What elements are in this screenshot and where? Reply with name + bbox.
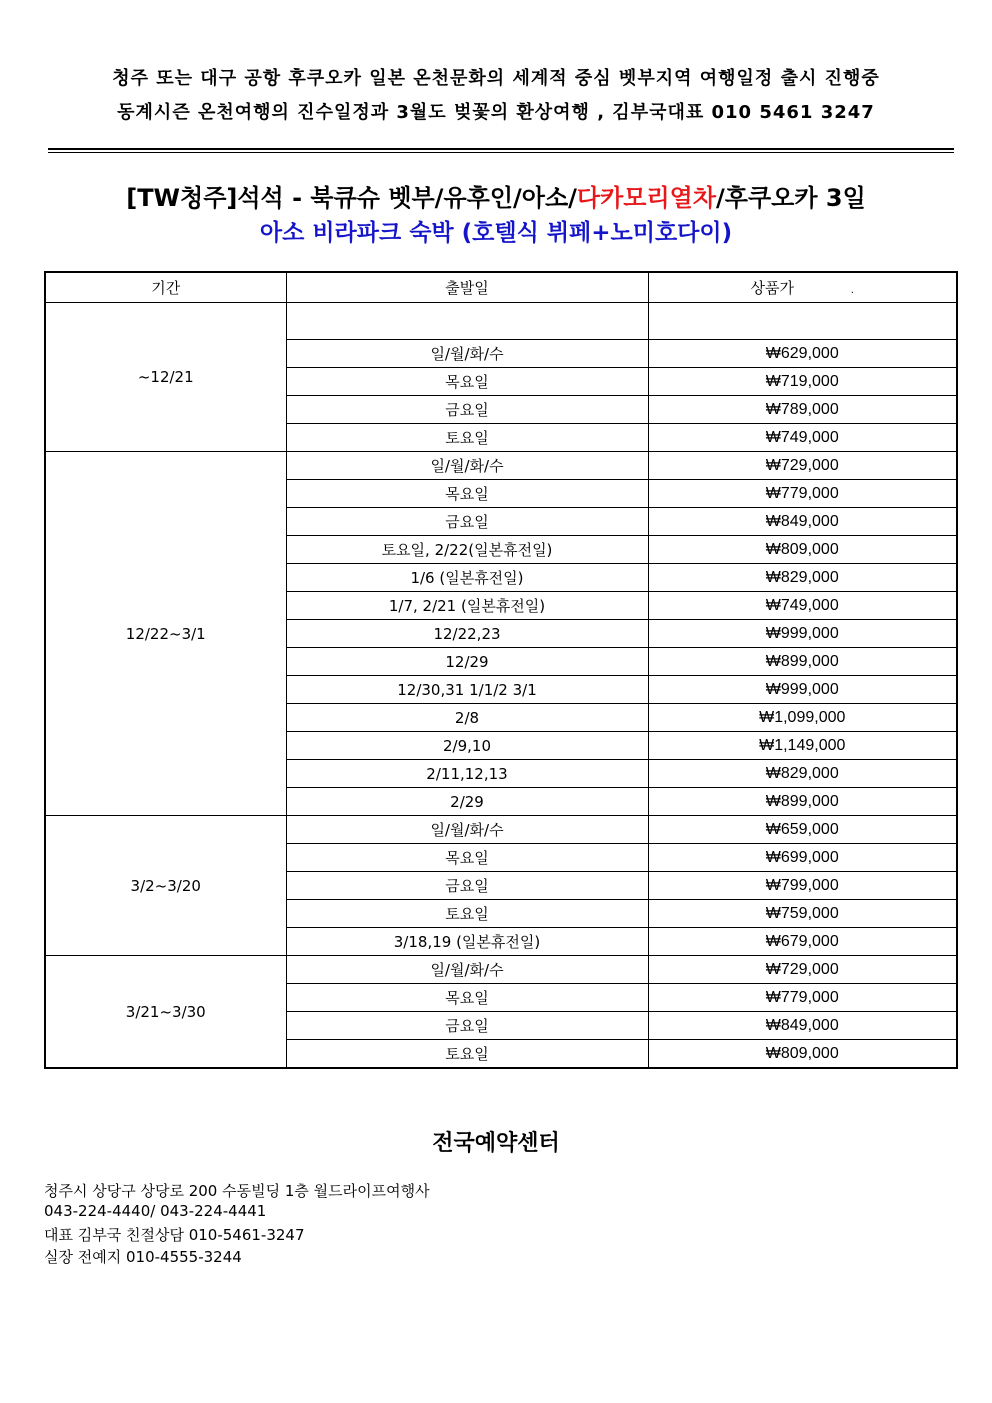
divider-thin (48, 152, 954, 153)
period-cell: 3/21~3/30 (45, 956, 286, 1069)
departure-date-cell: 토요일 (286, 900, 648, 928)
tour-title (0, 178, 992, 213)
tour-subtitle: 아소 비라파크 숙박 (호텔식 뷔페+노미호다이) (259, 220, 733, 246)
departure-date-cell: 목요일 (286, 844, 648, 872)
price-cell: ₩899,000 (648, 648, 957, 676)
price-cell: ₩999,000 (648, 620, 957, 648)
column-header-price-label: 상품가 (750, 279, 794, 297)
departure-date-cell: 일/월/화/수 (286, 956, 648, 984)
departure-date-cell: 12/22,23 (286, 620, 648, 648)
departure-date-cell: 목요일 (286, 480, 648, 508)
table-row (45, 303, 957, 340)
column-header-price-mark: . (850, 285, 854, 296)
price-table (44, 271, 958, 1069)
price-cell: ₩829,000 (648, 564, 957, 592)
price-cell: ₩849,000 (648, 508, 957, 536)
price-cell: ₩1,099,000 (648, 704, 957, 732)
price-cell: ₩829,000 (648, 760, 957, 788)
price-cell: ₩729,000 (648, 452, 957, 480)
phone-text: 043-224-4440/ 043-224-4441 (44, 1202, 267, 1220)
table-row (45, 816, 957, 844)
departure-date-cell: 2/8 (286, 704, 648, 732)
column-header-period: 기간 (45, 272, 286, 303)
price-cell: ₩719,000 (648, 368, 957, 396)
departure-date-cell: 1/6 (일본휴전일) (286, 564, 648, 592)
departure-date-cell: 일/월/화/수 (286, 340, 648, 368)
departure-date-cell: 12/29 (286, 648, 648, 676)
price-cell: ₩779,000 (648, 480, 957, 508)
tour-title-highlight: 다카모리열차 (576, 184, 717, 212)
reservation-center-title: 전국예약센터 (432, 1131, 560, 1156)
price-cell: ₩629,000 (648, 340, 957, 368)
column-header-price (648, 272, 957, 303)
manager-contact-text: 실장 전예지 010-4555-3244 (44, 1248, 242, 1266)
period-cell: 3/2~3/20 (45, 816, 286, 956)
tour-title-prefix: [TW청주]석석 - 북큐슈 벳부/유후인/아소/ (126, 184, 577, 212)
empty-date-cell (286, 303, 648, 340)
price-cell: ₩759,000 (648, 900, 957, 928)
price-cell: ₩749,000 (648, 592, 957, 620)
departure-date-cell: 2/29 (286, 788, 648, 816)
departure-date-cell: 금요일 (286, 508, 648, 536)
departure-date-cell: 토요일 (286, 1040, 648, 1069)
price-cell: ₩729,000 (648, 956, 957, 984)
ceo-contact-text: 대표 김부국 친절상담 010-5461-3247 (44, 1226, 305, 1244)
price-cell: ₩1,149,000 (648, 732, 957, 760)
departure-date-cell: 1/7, 2/21 (일본휴전일) (286, 592, 648, 620)
price-cell: ₩659,000 (648, 816, 957, 844)
column-header-departure: 출발일 (286, 272, 648, 303)
price-cell: ₩789,000 (648, 396, 957, 424)
departure-date-cell: 목요일 (286, 368, 648, 396)
empty-price-cell (648, 303, 957, 340)
departure-date-cell: 금요일 (286, 396, 648, 424)
divider-thick (48, 148, 954, 150)
header-line-2: 동계시즌 온천여행의 진수일정과 3월도 벚꽃의 환상여행 , 김부국대표 010 5461 3247 (117, 102, 875, 123)
price-cell: ₩779,000 (648, 984, 957, 1012)
price-cell: ₩899,000 (648, 788, 957, 816)
price-cell: ₩849,000 (648, 1012, 957, 1040)
departure-date-cell: 금요일 (286, 1012, 648, 1040)
table-row (45, 956, 957, 984)
table-header-row (45, 272, 957, 303)
period-cell: 12/22~3/1 (45, 452, 286, 816)
departure-date-cell: 토요일 (286, 424, 648, 452)
departure-date-cell: 목요일 (286, 984, 648, 1012)
departure-date-cell: 금요일 (286, 872, 648, 900)
departure-date-cell: 2/11,12,13 (286, 760, 648, 788)
price-cell: ₩799,000 (648, 872, 957, 900)
tour-title-suffix: /후쿠오카 3일 (716, 184, 866, 212)
price-cell: ₩749,000 (648, 424, 957, 452)
departure-date-cell: 3/18,19 (일본휴전일) (286, 928, 648, 956)
departure-date-cell: 12/30,31 1/1/2 3/1 (286, 676, 648, 704)
price-table-body (45, 303, 957, 1069)
table-row (45, 452, 957, 480)
price-cell: ₩999,000 (648, 676, 957, 704)
departure-date-cell: 일/월/화/수 (286, 816, 648, 844)
departure-date-cell: 2/9,10 (286, 732, 648, 760)
address-text: 청주시 상당구 상당로 200 수동빌딩 1층 월드라이프여행사 (44, 1182, 430, 1200)
price-cell: ₩809,000 (648, 1040, 957, 1069)
price-cell: ₩699,000 (648, 844, 957, 872)
departure-date-cell: 토요일, 2/22(일본휴전일) (286, 536, 648, 564)
period-cell: ~12/21 (45, 303, 286, 452)
price-cell: ₩809,000 (648, 536, 957, 564)
header-line-1: 청주 또는 대구 공항 후쿠오카 일본 온천문화의 세계적 중심 벳부지역 여행일정 출시 진행중 (112, 68, 880, 89)
price-cell: ₩679,000 (648, 928, 957, 956)
departure-date-cell: 일/월/화/수 (286, 452, 648, 480)
